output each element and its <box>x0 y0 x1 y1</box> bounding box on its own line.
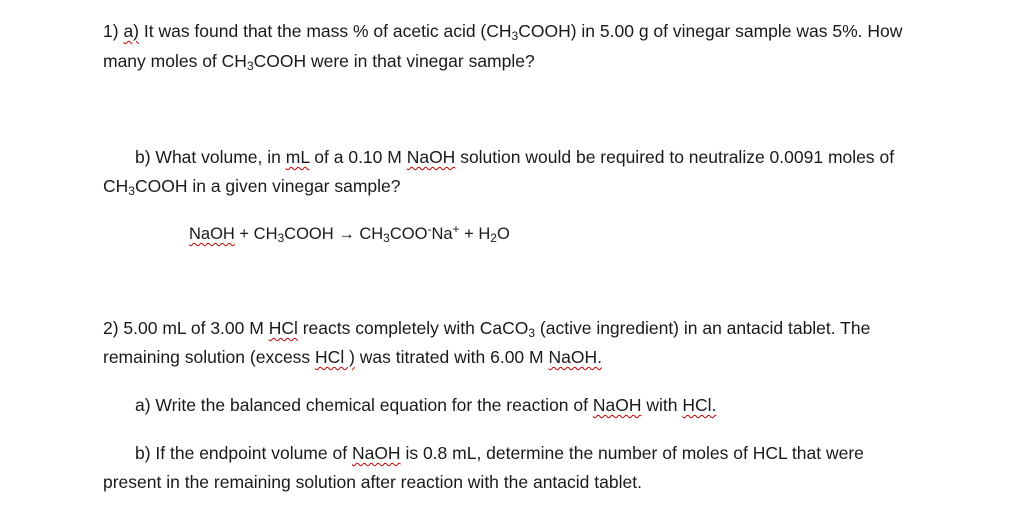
subscript: 3 <box>511 29 519 43</box>
q2a-text-part: a) Write the balanced chemical equation for the reaction of <box>135 395 593 415</box>
reaction-equation <box>189 223 510 245</box>
q1a-line-2 <box>103 50 535 72</box>
q1a-line-1 <box>103 20 902 42</box>
equation-part: + H <box>459 225 491 243</box>
q1-number: 1) <box>103 21 124 41</box>
subscript: 3 <box>277 231 285 245</box>
q1a-text-part: many moles of CH <box>103 51 247 71</box>
subscript: 3 <box>246 59 254 73</box>
q1a-text-part: COOH) in 5.00 g of vinegar sample was 5%. How <box>518 21 903 41</box>
superscript: + <box>452 222 460 236</box>
naoh-term: NaOH. <box>548 347 602 367</box>
q1b-text-part: solution would be required to neutralize 0.0091 moles of <box>455 147 895 167</box>
q2-text-part: reacts completely with CaCO <box>297 318 529 338</box>
q2b-text-part: b) If the endpoint volume of <box>135 443 352 463</box>
subscript: 2 <box>490 231 497 245</box>
naoh-term: NaOH <box>406 147 456 167</box>
naoh-term: NaOH <box>592 395 642 415</box>
q2-line-2 <box>103 346 602 368</box>
q1b-text-part: CH <box>103 176 129 196</box>
superscript: - <box>427 222 432 236</box>
q1b-text-part: b) What volume, in <box>135 147 286 167</box>
equation-part: + CH <box>234 225 278 243</box>
q2-text-part: remaining solution (excess <box>103 347 316 367</box>
q2-line-1 <box>103 317 870 339</box>
q2b-line-1 <box>135 442 864 464</box>
q1b-line-2 <box>103 175 401 197</box>
q2-text-part: was titrated with 6.00 M <box>354 347 549 367</box>
q2-text-part: (active ingredient) in an antacid tablet. The <box>535 318 871 338</box>
q1a-label: a) <box>123 21 139 41</box>
ml-unit: mL <box>285 147 310 167</box>
q1b-text-part: COOH in a given vinegar sample? <box>134 176 401 196</box>
q2b-text-part: is 0.8 mL, determine the number of moles of HCL that were <box>400 443 864 463</box>
q1a-text-part: COOH were in that vinegar sample? <box>253 51 535 71</box>
subscript: 3 <box>383 231 390 245</box>
q1b-line-1 <box>135 146 894 168</box>
q1a-text-part: It was found that the mass % of acetic acid (CH <box>139 21 512 41</box>
naoh-term: NaOH <box>189 225 235 243</box>
hcl-term: HCl <box>268 318 298 338</box>
hcl-term: HCl. <box>682 395 717 415</box>
hcl-term: HCl ) <box>315 347 355 367</box>
equation-part: COOH → CH <box>284 225 384 243</box>
q2b-line-2: present in the remaining solution after reaction with the antacid tablet. <box>103 472 642 492</box>
q1b-text-part: of a 0.10 M <box>309 147 407 167</box>
q2-text-part: 2) 5.00 mL of 3.00 M <box>103 318 269 338</box>
equation-part: Na <box>431 225 453 243</box>
subscript: 3 <box>528 326 536 340</box>
naoh-term: NaOH <box>351 443 401 463</box>
equation-part: O <box>496 225 510 243</box>
subscript: 3 <box>128 184 135 198</box>
q2a-text-part: with <box>641 395 683 415</box>
equation-part: COO <box>389 225 428 243</box>
q2a-line <box>135 394 716 416</box>
